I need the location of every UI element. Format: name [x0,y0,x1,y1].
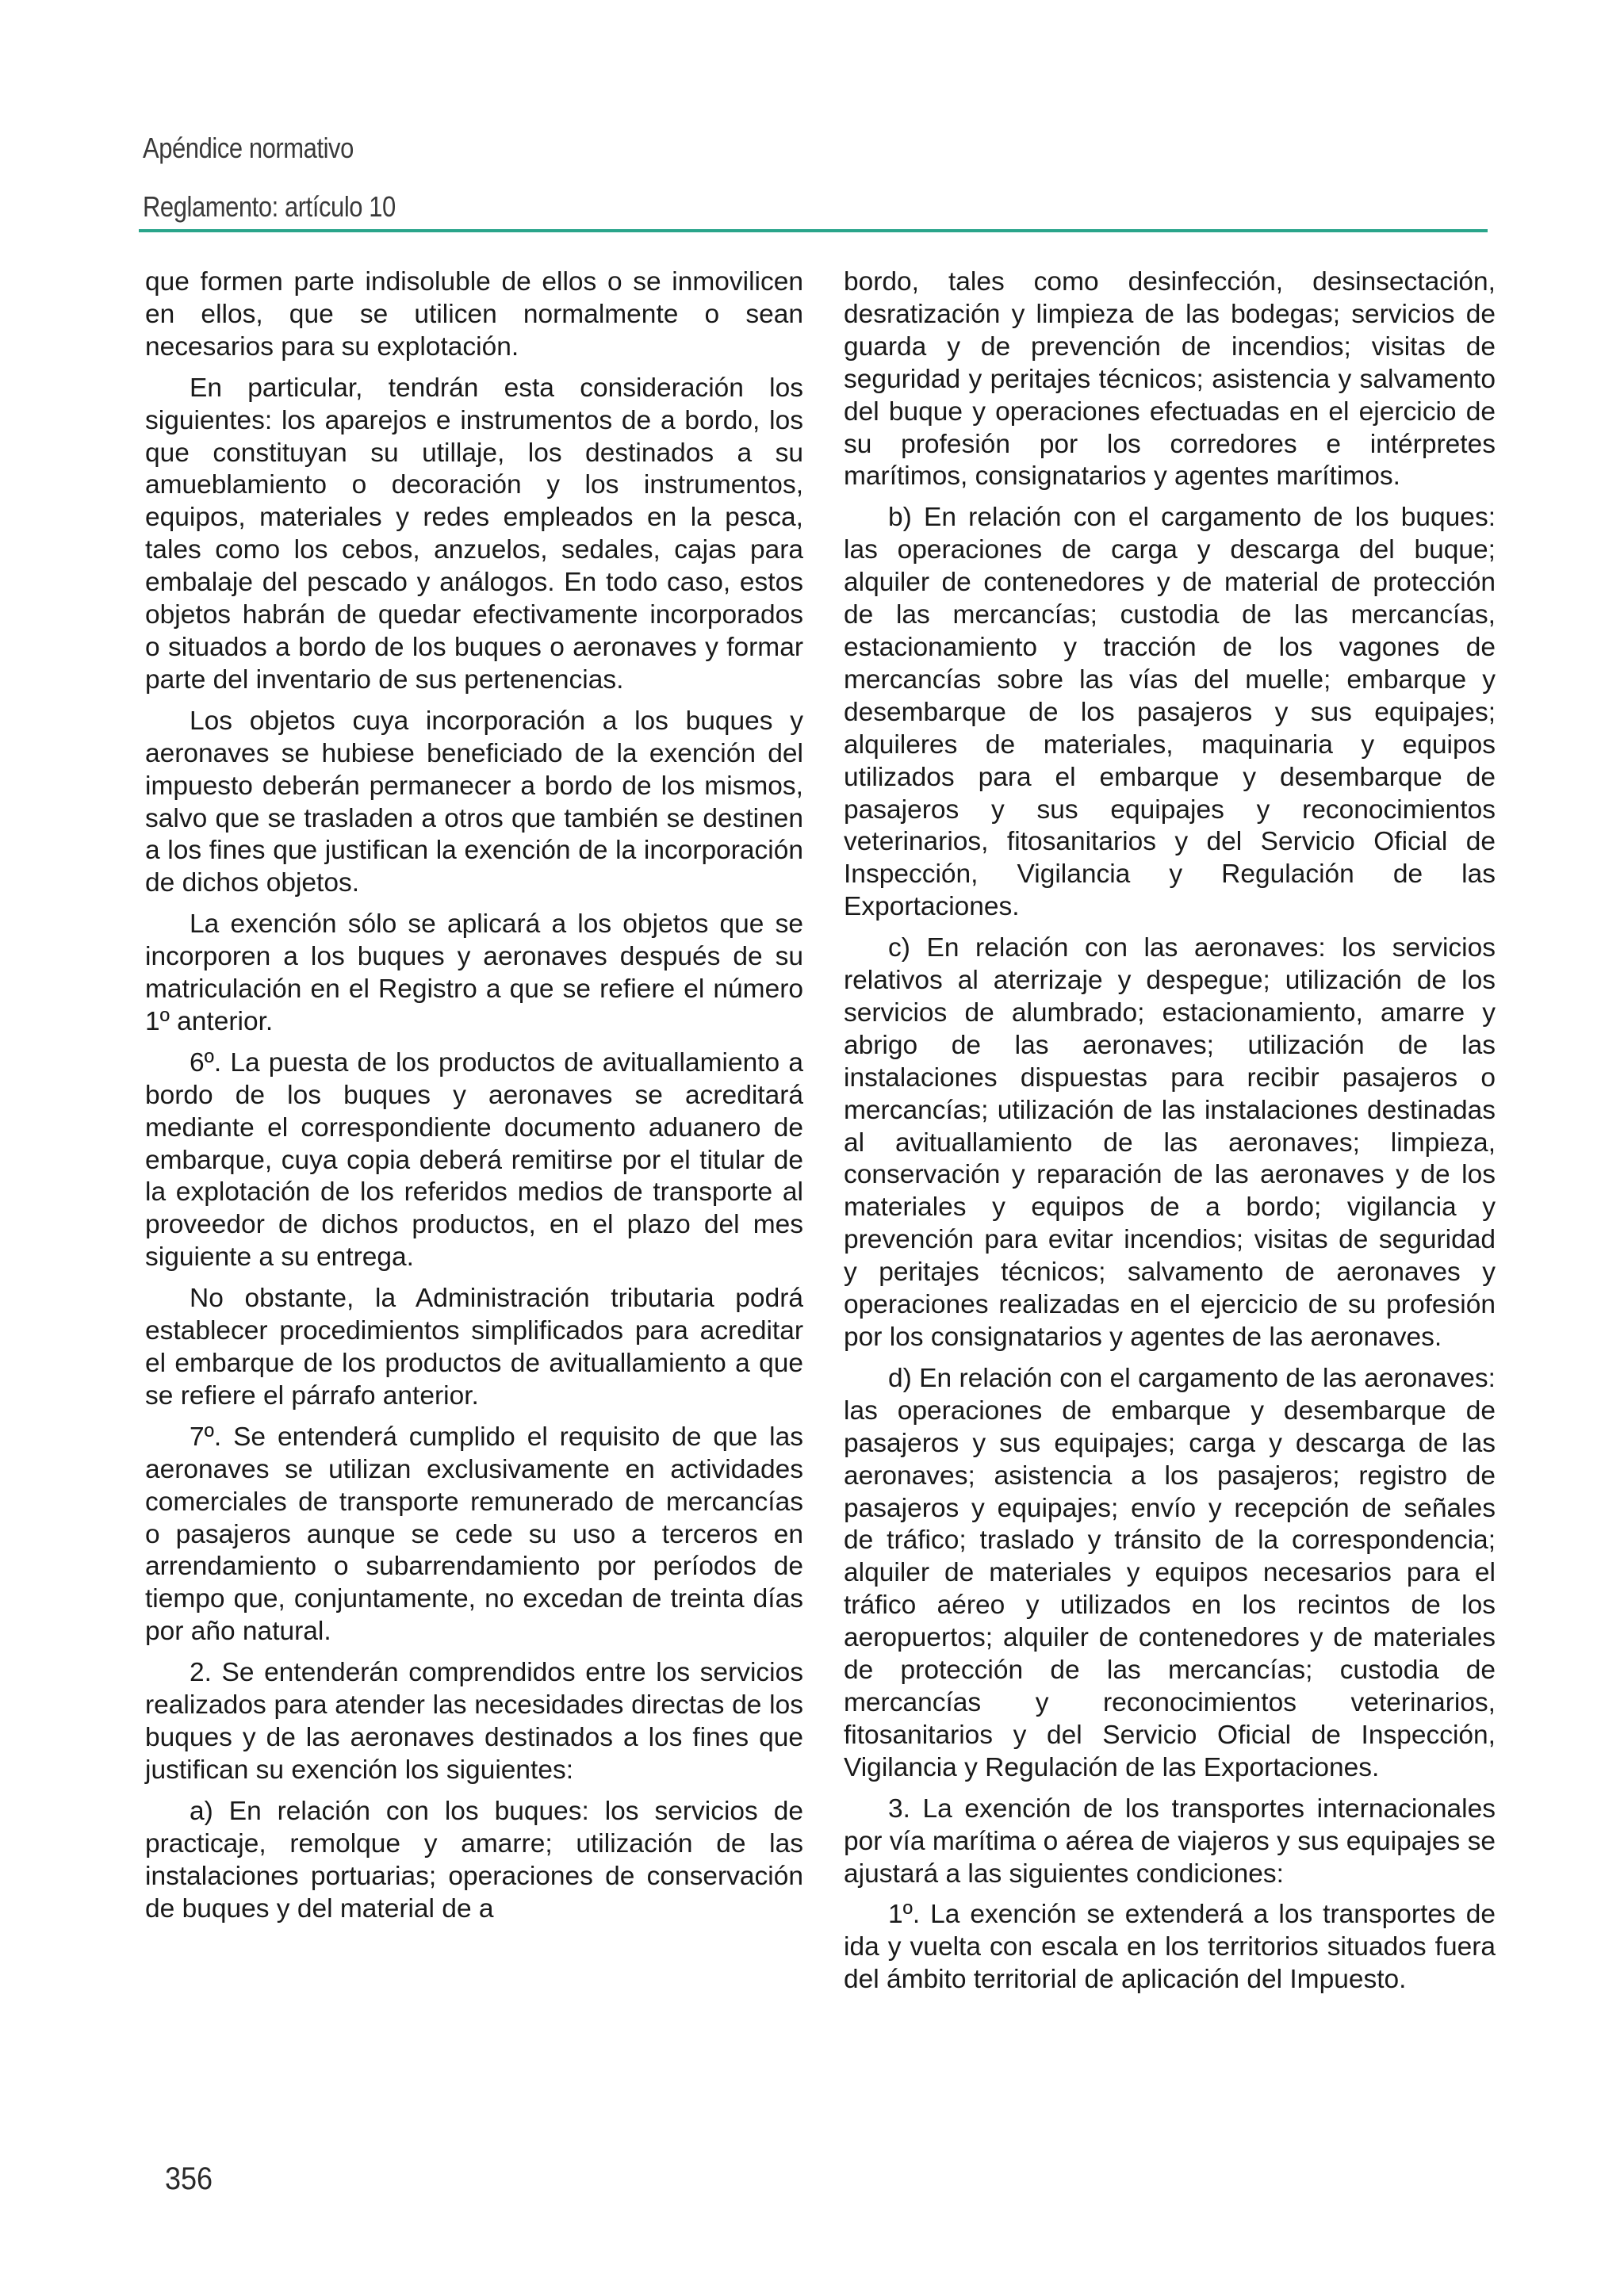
paragraph: 2. Se entenderán comprendidos entre los servicios realizados para atender las necesidades directas de los buques y de las aeronaves destinados a los fines que justifican su exención los siguientes: [145,1658,803,1785]
page-number: 356 [165,2161,213,2196]
right-column [844,266,1496,2005]
paragraph: 7º. Se entenderá cumplido el requisito de que las aeronaves se utilizan exclusivamente en actividades comerciales de transporte remunerado de mercancías o pasajeros aunque se cede su uso a terceros en arrendamiento o subarrendamiento por períodos de tiempo que, conjuntamente, no excedan de treinta días por año natural. [145,1422,803,1647]
paragraph: En particular, tendrán esta consideración los siguientes: los aparejos e instrumentos de a bordo, los que constituyan su utillaje, los destinados a su amueblamiento o decoración y los instrumentos, equipos, materiales y redes empleados en la pesca, tales como los cebos, anzuelos, sedales, cajas para embalaje del pescado y análogos. En todo caso, estos objetos habrán de quedar efectivamente incorporados o situados a bordo de los buques o aeronaves y formar parte del inventario de sus pertenencias. [145,373,803,695]
paragraph: 1º. La exención se extenderá a los transportes de ida y vuelta con escala en los territorios situados fuera del ámbito territorial de aplicación del Impuesto. [844,1900,1496,1995]
running-head-subsection: Reglamento: artículo 10 [143,190,396,223]
paragraph: No obstante, la Administración tributaria podrá establecer procedimientos simplificados para acreditar el embarque de los productos de avituallamiento a que se refiere el párrafo anterior. [145,1284,803,1411]
paragraph: 6º. La puesta de los productos de avituallamiento a bordo de los buques y aeronaves se acreditará mediante el correspondiente documento aduanero de embarque, cuya copia deberá remitirse por el titular de la explotación de los referidos medios de transporte al proveedor de dichos productos, en el plazo del mes siguiente a su entrega. [145,1047,803,1273]
paragraph: a) En relación con los buques: los servicios de practicaje, remolque y amarre; utilización de las instalaciones portuarias; operaciones de conservación de buques y del material de a [145,1796,803,1924]
paragraph: b) En relación con el cargamento de los buques: las operaciones de carga y descarga del buque; alquiler de contenedores y de material de protección de las mercancías; custodia de las mercancías, estacionamiento y tracción de los vagones de mercancías sobre las vías del muelle; embarque y desembarque de los pasajeros y sus equipajes; alquileres de materiales, maquinaria y equipos utilizados para el embarque y desembarque de pasajeros y sus equipajes y reconocimientos veterinarios, fitosanitarios y del Servicio Oficial de Inspección, Vigilancia y Regulación de las Exportaciones. [844,503,1496,922]
header-rule [139,229,1488,232]
paragraph: 3. La exención de los transportes internacionales por vía marítima o aérea de viajeros y sus equipajes se ajustará a las siguientes condiciones: [844,1793,1496,1889]
paragraph: La exención sólo se aplicará a los objetos que se incorporen a los buques y aeronaves después de su matriculación en el Registro a que se refiere el número 1º anterior. [145,909,803,1036]
paragraph: d) En relación con el cargamento de las aeronaves: las operaciones de embarque y desembarque de pasajeros y sus equipajes; carga y descarga de las aeronaves; asistencia a los pasajeros; registro de pasajeros y equipajes; envío y recepción de señales de tráfico; traslado y tránsito de la correspondencia; alquiler de materiales y equipos necesarios para el tráfico aéreo y utilizados en los recintos de los aeropuertos; alquiler de contenedores y de materiales de protección de las mercancías; custodia de mercancías y reconocimientos veterinarios, fitosanitarios y del Servicio Oficial de Inspección, Vigilancia y Regulación de las Exportaciones. [844,1363,1496,1782]
left-column [145,266,803,1934]
paragraph: Los objetos cuya incorporación a los buques y aeronaves se hubiese beneficiado de la exención del impuesto deberán permanecer a bordo de los mismos, salvo que se trasladen a otros que también se destinen a los fines que justifican la exención de la incorporación de dichos objetos. [145,706,803,898]
paragraph: que formen parte indisoluble de ellos o se inmovilicen en ellos, que se utilicen normalmente o sean necesarios para su explotación. [145,267,803,362]
running-head-section: Apéndice normativo [143,132,354,164]
paragraph: bordo, tales como desinfección, desinsectación, desratización y limpieza de las bodegas; servicios de guarda y de prevención de incendios; visitas de seguridad y peritajes técnicos; asistencia y salvamento del buque y operaciones efectuadas en el ejercicio de su profesión por los corredores e intérpretes marítimos, consignatarios y agentes marítimos. [844,267,1496,492]
paragraph: c) En relación con las aeronaves: los servicios relativos al aterrizaje y despegue; utilización de los servicios de alumbrado; estacionamiento, amarre y abrigo de las aeronaves; utilización de las instalaciones dispuestas para recibir pasajeros o mercancías; utilización de las instalaciones destinadas al avituallamiento de las aeronaves; limpieza, conservación y reparación de las aeronaves y de los materiales y equipos de a bordo; vigilancia y prevención para evitar incendios; visitas de seguridad y peritajes técnicos; salvamento de aeronaves y operaciones realizadas en el ejercicio de su profesión por los consignatarios y agentes de las aeronaves. [844,933,1496,1352]
